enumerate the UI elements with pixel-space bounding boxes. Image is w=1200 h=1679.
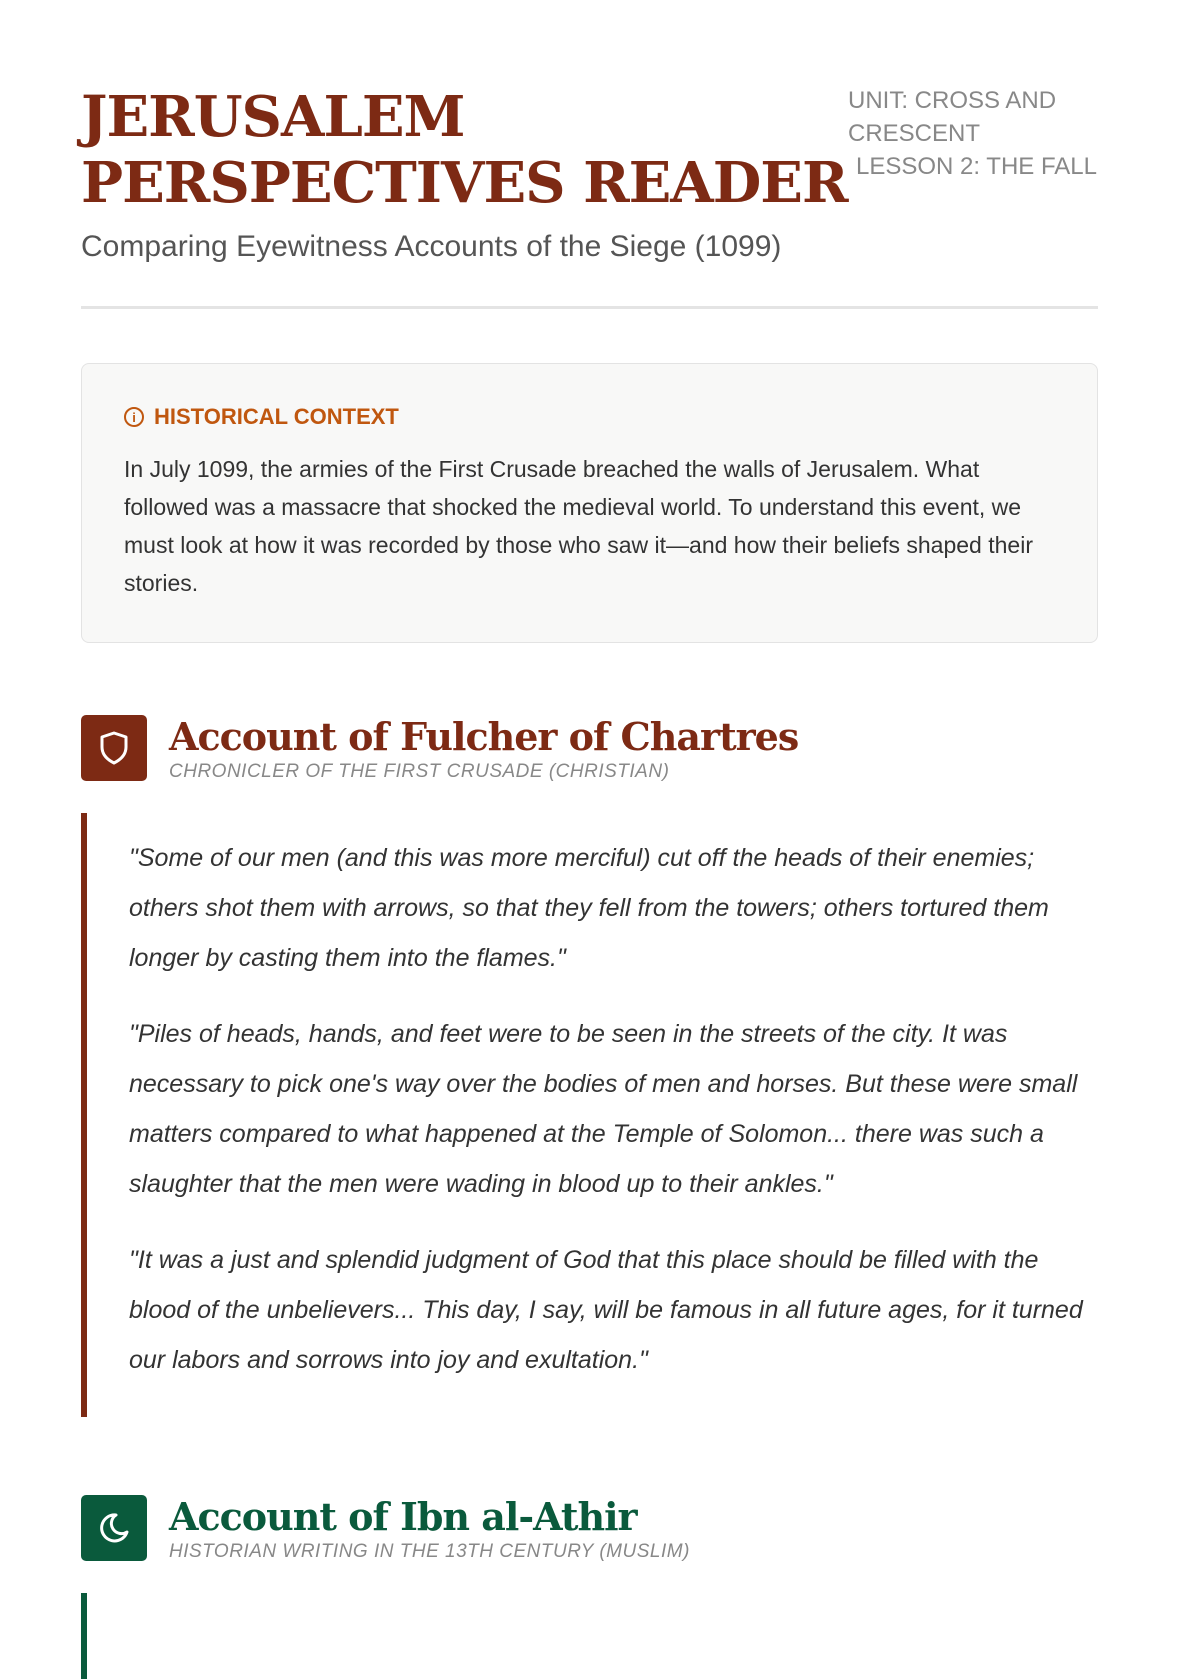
header: [81, 84, 1098, 264]
account-subtitle: HISTORIAN WRITING IN THE 13TH CENTURY (MUSLIM): [169, 1541, 690, 1562]
account-subtitle: CHRONICLER OF THE FIRST CRUSADE (CHRISTIAN): [169, 761, 670, 782]
quote: "Piles of heads, hands, and feet were to be seen in the streets of the city. It was necessary to pick one's way over the bodies of men and horses. But these were small matters compared to what happened at the Temple of Solomon... there was such a slaughter that the men were wading in blood up to their ankles.": [129, 1020, 1078, 1198]
quote-block: [81, 813, 1098, 1417]
account-title: Account of Ibn al-Athir: [169, 1494, 637, 1539]
context-body: In July 1099, the armies of the First Crusade breached the walls of Jerusalem. What followed was a massacre that shocked the medieval world. To understand this event, we must look at how it was recorded by those who saw it—and how their beliefs shaped their stories.: [124, 456, 1033, 596]
quote: "It was a just and splendid judgment of God that this place should be filled with the blood of the unbelievers... This day, I say, will be famous in all future ages, for it turned our labors and sorrows into joy and exultation.": [129, 1246, 1083, 1374]
divider: [81, 306, 1098, 309]
page-subtitle: Comparing Eyewitness Accounts of the Siege (1099): [81, 230, 782, 263]
quote-block: [81, 1593, 1098, 1679]
unit-label: UNIT: CROSS AND CRESCENT: [848, 87, 1057, 147]
title-line-1: JERUSALEM: [81, 84, 465, 150]
historical-context-box: [81, 363, 1098, 643]
title-line-2: PERSPECTIVES READER: [81, 150, 848, 216]
shield-icon: [81, 715, 147, 781]
context-heading: HISTORICAL CONTEXT: [154, 404, 399, 429]
quote: "Some of our men (and this was more merciful) cut off the heads of their enemies; others shot them with arrows, so that they fell from the towers; others tortured them longer by casting them into the flames.": [129, 844, 1049, 972]
account-fulcher: [81, 715, 1098, 1417]
account-ibn-al-athir: [81, 1495, 1098, 1679]
crescent-icon: [81, 1495, 147, 1561]
account-title: Account of Fulcher of Chartres: [169, 714, 799, 759]
lesson-label: LESSON 2: THE FALL: [856, 153, 1097, 180]
info-icon: i: [124, 407, 144, 427]
page-title: [81, 84, 848, 216]
unit-info: [848, 84, 1098, 183]
